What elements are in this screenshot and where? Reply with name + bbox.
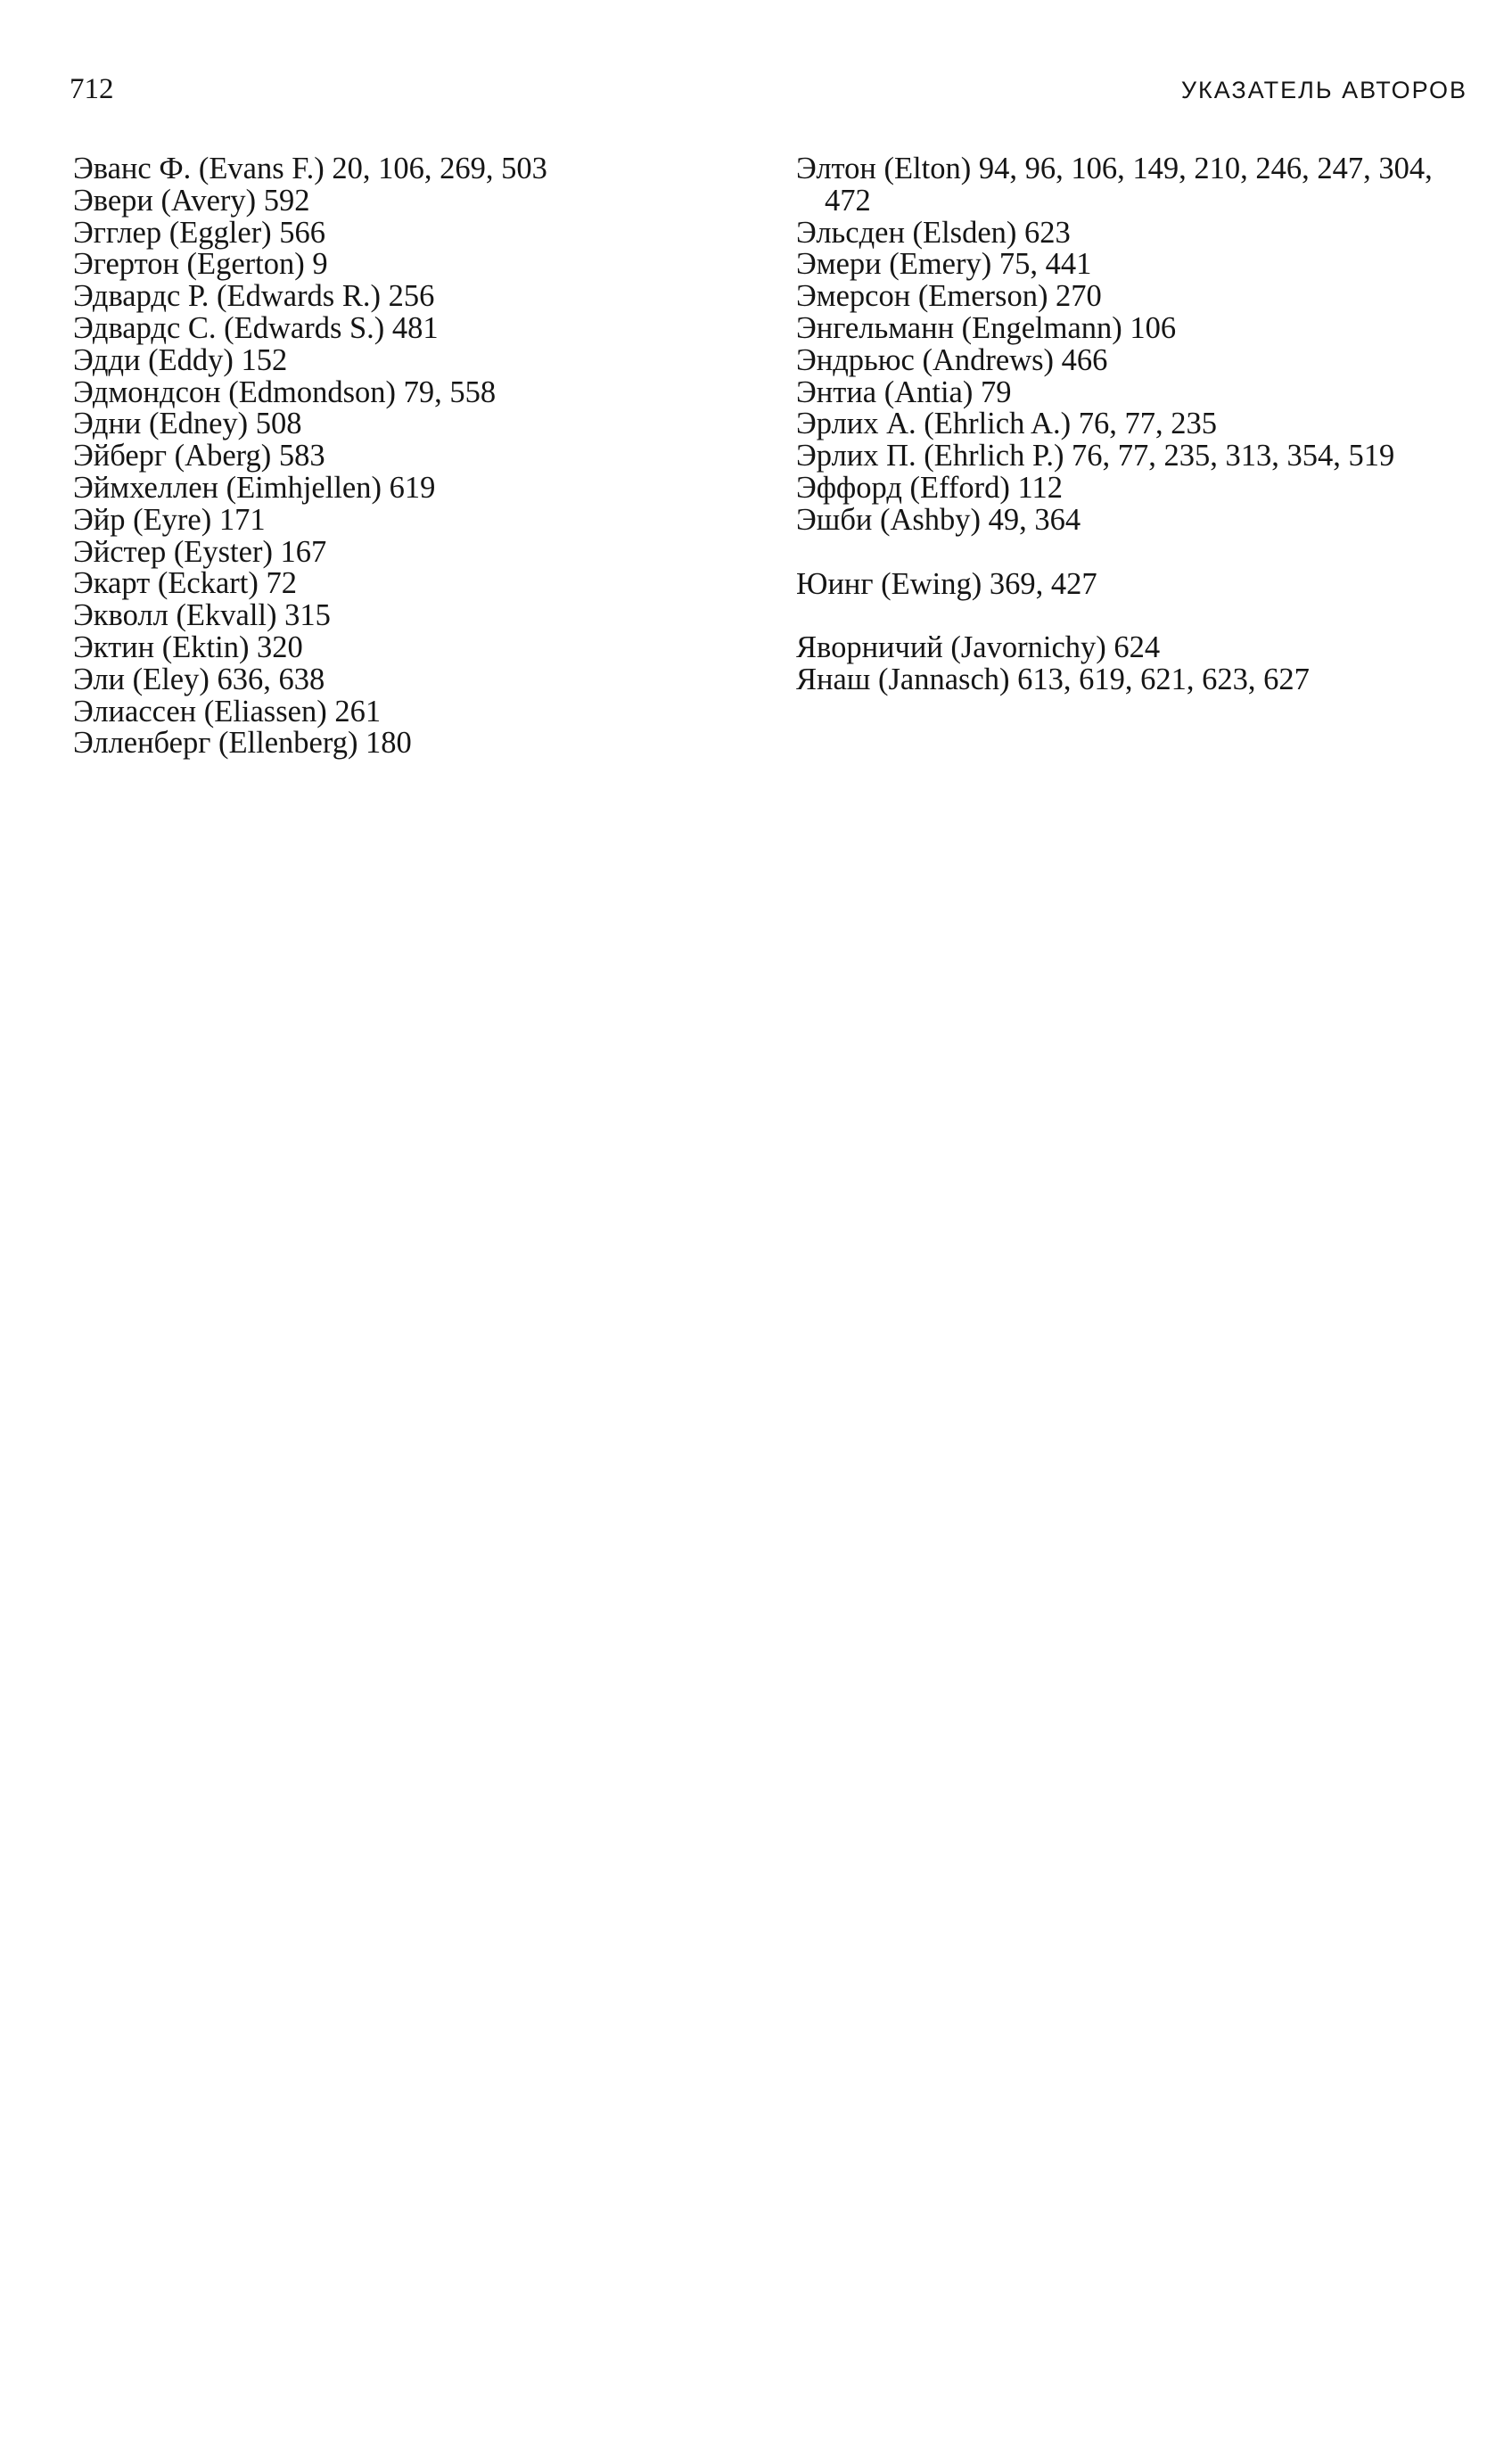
running-head: УКАЗАТЕЛЬ АВТОРОВ bbox=[1180, 77, 1467, 103]
index-entry: Эмери (Emery) 75, 441 bbox=[796, 247, 1092, 282]
index-entry: Эймхеллен (Eimhjellen) 619 bbox=[73, 470, 436, 505]
index-entry: Экарт (Eckart) 72 bbox=[73, 566, 297, 601]
author-index-left-column bbox=[73, 153, 697, 760]
index-entry: Эдвардс С. (Edwards S.) 481 bbox=[73, 310, 439, 345]
index-entry: Эванс Ф. (Evans F.) 20, 106, 269, 503 bbox=[73, 152, 547, 185]
index-entry: Янаш (Jannasch) 613, 619, 621, 623, 627 bbox=[796, 663, 1310, 697]
index-entry: Эдмондсон (Edmondson) 79, 558 bbox=[73, 375, 497, 409]
index-entry: Эктин (Ektin) 320 bbox=[73, 630, 303, 664]
index-entry: Эрлих А. (Ehrlich A.) 76, 77, 235 bbox=[796, 407, 1217, 441]
index-entry: Энтиа (Antia) 79 bbox=[796, 375, 1012, 409]
index-entry: Эмерсон (Emerson) 270 bbox=[796, 279, 1102, 314]
index-entry: Эйр (Eyre) 171 bbox=[73, 502, 266, 537]
index-entry: Эдвардс Р. (Edwards R.) 256 bbox=[73, 279, 435, 314]
index-entry: Эвери (Avery) 592 bbox=[73, 183, 310, 218]
index-entry: Эндрьюс (Andrews) 466 bbox=[796, 342, 1108, 377]
index-entry: Эли (Eley) 636, 638 bbox=[73, 662, 325, 696]
index-entry: Эдни (Edney) 508 bbox=[73, 407, 302, 441]
author-index-right-column bbox=[796, 153, 1474, 696]
index-entry: Эрлих П. (Ehrlich P.) 76, 77, 235, 313, 354, 519 bbox=[796, 439, 1395, 473]
index-entry: Эйберг (Aberg) 583 bbox=[73, 439, 325, 473]
index-entry: Элленберг (Ellenberg) 180 bbox=[73, 726, 412, 761]
index-entry: Элтон (Elton) 94, 96, 106, 149, 210, 246, 247, 304, 472 bbox=[796, 152, 1433, 218]
index-entry: Эффорд (Efford) 112 bbox=[796, 470, 1063, 505]
index-entry: Эйстер (Eyster) 167 bbox=[73, 534, 327, 569]
index-entry: Яворничий (Javornichy) 624 bbox=[796, 630, 1161, 665]
index-entry: Экволл (Ekvall) 315 bbox=[73, 598, 331, 633]
index-entry: Эгертон (Egerton) 9 bbox=[73, 247, 328, 282]
index-entry: Эдди (Eddy) 152 bbox=[73, 342, 288, 377]
index-entry: Эгглер (Eggler) 566 bbox=[73, 215, 326, 250]
index-entry: Юинг (Ewing) 369, 427 bbox=[796, 566, 1097, 601]
page-number: 712 bbox=[70, 73, 114, 105]
index-entry: Элиассен (Eliassen) 261 bbox=[73, 694, 382, 728]
index-entry: Энгельманн (Engelmann) 106 bbox=[796, 310, 1177, 345]
index-entry: Эшби (Ashby) 49, 364 bbox=[796, 502, 1081, 537]
index-entry: Эльсден (Elsden) 623 bbox=[796, 215, 1071, 250]
